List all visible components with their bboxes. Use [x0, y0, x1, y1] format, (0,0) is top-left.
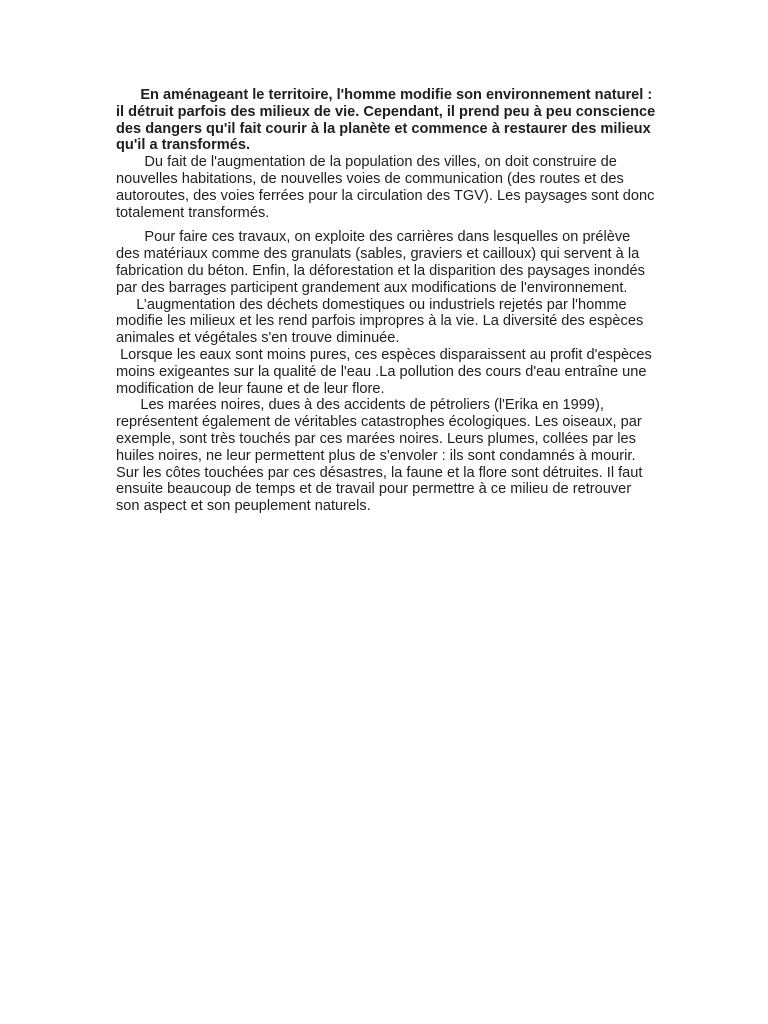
paragraph-carrieres: Pour faire ces travaux, on exploite des carrières dans lesquelles on prélève des matériaux comme des granulats (sables, graviers et cailloux) qui servent à la fabrication du béton. Enfin, la déforestation et la disparition des paysages inondés par des barrages participent grandement aux modifications de l'environnement. [116, 229, 650, 296]
document-page [116, 87, 660, 515]
paragraph-marees-noires: Les marées noires, dues à des accidents de pétroliers (l'Erika en 1999), représentent également de véritables catastrophes écologiques. Les oiseaux, par exemple, sont très touchés par ces marées noires. Leurs plumes, collées par les huiles noires, ne leur permettent plus de s'envoler : ils sont condamnés à mourir. Sur les côtes touchées par ces désastres, la faune et la flore sont détruites. Il faut ensuite beaucoup de temps et de travail pour permettre à ce milieu de retrouver son aspect et son peuplement naturels. [116, 397, 647, 515]
paragraph-dechets: L’augmentation des déchets domestiques ou industriels rejetés par l'homme modifie les milieux et les rend parfois impropres à la vie. La diversité des espèces animales et végétales s'en trouve diminuée. [116, 296, 648, 347]
paragraph-eaux: Lorsque les eaux sont moins pures, ces espèces disparaissent au profit d'espèces moins exigeantes sur la qualité de l'eau .La pollution des cours d'eau entraîne une modification de leur faune et de leur flore. [116, 346, 656, 397]
intro-paragraph: En aménageant le territoire, l'homme modifie son environnement naturel : il détruit parfois des milieux de vie. Cependant, il prend peu à peu conscience des dangers qu'il fait courir à la planète et commence à restaurer des milieux qu'il a transformés. [116, 87, 660, 154]
paragraph-urbanisation: Du fait de l'augmentation de la population des villes, on doit construire de nouvelles habitations, de nouvelles voies de communication (des routes et des autoroutes, des voies ferrées pour la circulation des TGV). Les paysages sont donc totalement transformés. [116, 154, 659, 221]
